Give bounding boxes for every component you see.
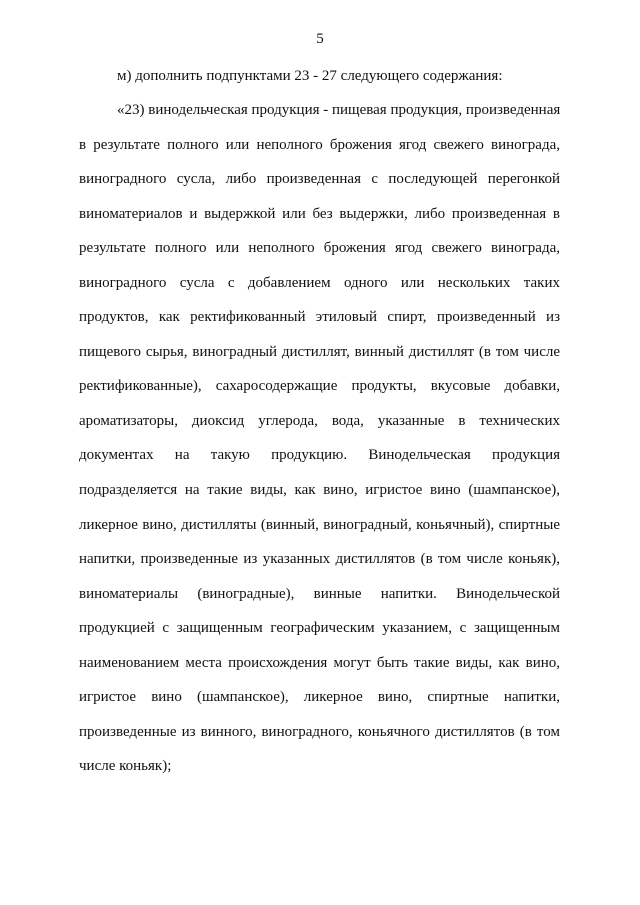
paragraph-line: виноматериалы (виноградные), винные напитки. Винодельческой	[79, 585, 560, 602]
paragraph-line: продуктов, как ректификованный этиловый спирт, произведенный из	[79, 309, 560, 326]
paragraph-line: ароматизаторы, диоксид углерода, вода, указанные в технических	[79, 412, 560, 429]
paragraph-line: виноградного сусла с добавлением одного или нескольких таких	[79, 274, 560, 291]
paragraph-line: «23) винодельческая продукция - пищевая продукция, произведенная	[117, 102, 561, 118]
paragraph-line: напитки, произведенные из указанных дистиллятов (в том числе коньяк),	[79, 551, 560, 568]
paragraph-line: пищевого сырья, виноградный дистиллят, винный дистиллят (в том числе	[79, 343, 560, 360]
paragraph-line: продукцией с защищенным географическим указанием, с защищенным	[79, 620, 560, 637]
paragraph-line: в результате полного или неполного брожения ягод свежего винограда,	[79, 136, 560, 153]
paragraph-line: виноградного сусла, либо произведенная с последующей перегонкой	[79, 171, 560, 188]
paragraph-line: виноматериалов и выдержкой или без выдержки, либо произведенная в	[79, 205, 560, 222]
paragraph-line: ректификованные), сахаросодержащие продукты, вкусовые добавки,	[79, 378, 560, 395]
paragraph-line: подразделяется на такие виды, как вино, игристое вино (шампанское),	[79, 482, 560, 499]
paragraph-line: результате полного или неполного брожения ягод свежего винограда,	[79, 240, 560, 257]
paragraph-line: числе коньяк);	[79, 758, 172, 775]
intro-paragraph: м) дополнить подпунктами 23 - 27 следующего содержания:	[117, 68, 503, 84]
page-number: 5	[316, 31, 324, 47]
main-paragraph	[79, 100, 560, 791]
paragraph-line: ликерное вино, дистилляты (винный, виноградный, коньячный), спиртные	[79, 516, 560, 533]
paragraph-line: игристое вино (шампанское), ликерное вино, спиртные напитки,	[79, 689, 560, 706]
paragraph-line: документах на такую продукцию. Винодельческая продукция	[79, 447, 560, 464]
paragraph-line: наименованием места происхождения могут быть такие виды, как вино,	[79, 654, 560, 671]
paragraph-line: произведенные из винного, виноградного, коньячного дистиллятов (в том	[79, 723, 560, 740]
